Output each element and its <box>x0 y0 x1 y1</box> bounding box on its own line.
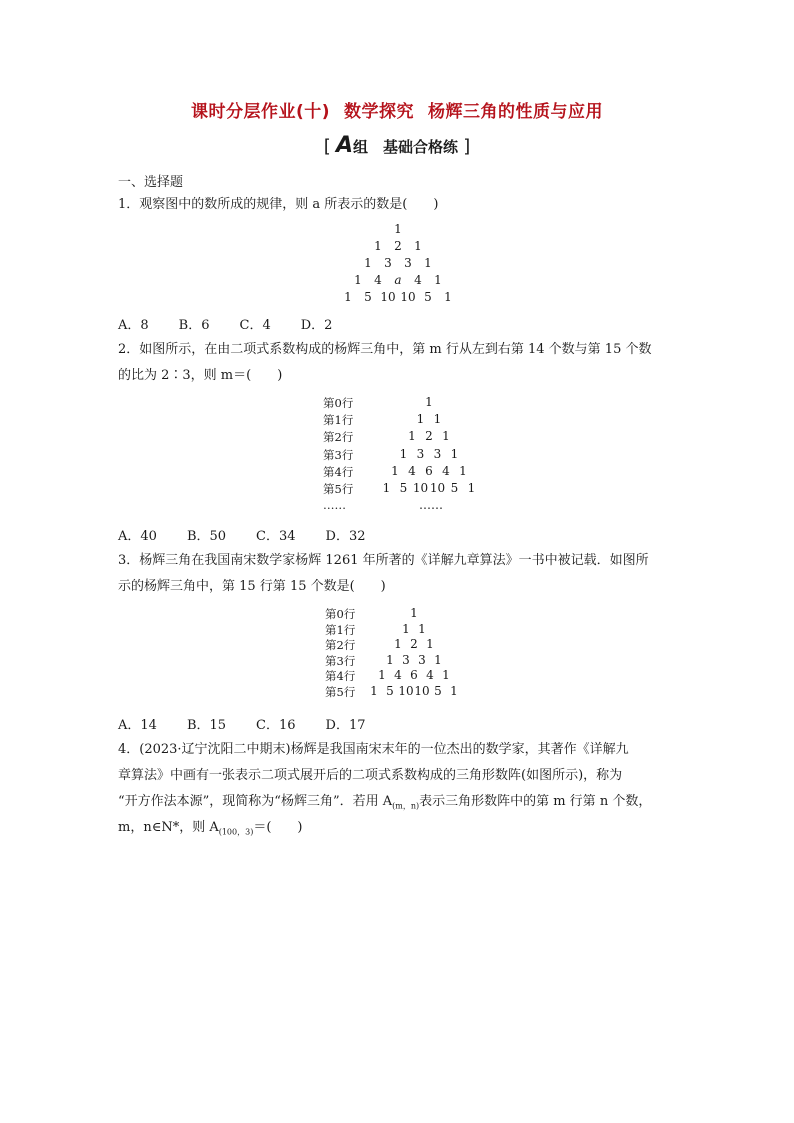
group-label: 组 基础合格练 <box>353 138 459 156</box>
q3-line2: 示的杨辉三角中，第 15 行第 15 个数是( ) <box>118 579 386 594</box>
q1-option[interactable]: B．6 <box>178 318 210 333</box>
q2-option[interactable]: B．50 <box>186 529 227 544</box>
page-title <box>0 97 794 122</box>
q2-line1: 2．如图所示，在由二项式系数构成的杨辉三角中，第 m 行从左到右第 14 个数与第 15 个数 <box>118 342 652 357</box>
row-label: 第4行 <box>323 464 354 479</box>
row-label: 第4行 <box>325 669 356 684</box>
row-label: 第1行 <box>325 622 356 637</box>
group-header <box>0 133 794 158</box>
triangle-number: 10 <box>414 684 430 698</box>
row-label: 第0行 <box>325 607 356 621</box>
triangle-number: 1 <box>426 637 434 652</box>
triangle-number: 3 <box>433 446 442 461</box>
group-letter: A <box>335 133 353 158</box>
triangle-number: 1 <box>450 446 459 461</box>
triangle-number: 10 <box>380 290 396 304</box>
q4-line3-b: 表示三角形数阵中的第 m 行第 n 个数， <box>419 794 652 809</box>
triangle-number: 10 <box>398 684 414 698</box>
q3-option[interactable]: C．16 <box>256 718 296 733</box>
row-label: 第1行 <box>323 413 354 428</box>
triangle-number: 1 <box>354 273 362 287</box>
triangle-number: 3 <box>416 446 425 461</box>
q3-option[interactable]: A．14 <box>118 718 157 733</box>
triangle-number: 10 <box>400 290 416 304</box>
triangle-number: 1 <box>459 463 467 478</box>
triangle-number: 3 <box>404 256 412 270</box>
title-part3: 杨辉三角的性质与应用 <box>428 102 604 122</box>
q3-options <box>118 714 396 733</box>
triangle-number: 1 <box>414 239 422 253</box>
row-label: …… <box>323 498 346 513</box>
triangle-number: 1 <box>434 652 442 667</box>
triangle-number: 4 <box>408 463 416 478</box>
title-part1: 课时分层作业(十) <box>190 102 331 122</box>
triangle-number: 3 <box>418 652 426 667</box>
triangle-number: 1 <box>378 668 386 683</box>
triangle-number: 1 <box>424 256 432 270</box>
triangle-number: 1 <box>364 256 372 270</box>
q2-line2: 的比为 2∶3，则 m＝( ) <box>118 368 283 383</box>
q4-line4-a: m，n∈N*，则 A <box>118 820 219 835</box>
q4-line2: 章算法》中画有一张表示二项式展开后的二项式系数构成的三角形数阵(如图所示)，称为 <box>118 768 623 783</box>
triangle-number: 1 <box>467 481 476 495</box>
row-label: 第3行 <box>323 447 354 462</box>
q4-line4-b: ＝( ) <box>253 820 303 835</box>
section-heading: 一、选择题 <box>118 175 184 190</box>
triangle-number: 1 <box>386 652 394 667</box>
row-label: 第0行 <box>323 396 354 410</box>
triangle-number: 5 <box>364 290 372 304</box>
triangle-number: 4 <box>374 273 382 287</box>
triangle-number: 2 <box>425 429 433 444</box>
q2-options <box>118 525 396 544</box>
triangle-number: 4 <box>442 463 450 478</box>
triangle-number: 1 <box>402 621 410 636</box>
triangle-number: 1 <box>416 412 425 427</box>
triangle-number: 10 <box>412 481 429 495</box>
q4-line1: 4．(2023·辽宁沈阳二中期末)杨辉是我国南宋末年的一位杰出的数学家，其著作《详解九 <box>118 742 629 757</box>
row-label: 第2行 <box>323 430 354 445</box>
triangle-number: 5 <box>386 684 394 698</box>
triangle-number: 1 <box>394 637 402 652</box>
triangle-number: 5 <box>450 481 459 495</box>
bracket-close: ] <box>463 136 471 157</box>
q3-option[interactable]: B．15 <box>186 718 227 733</box>
triangle-number: 4 <box>426 668 434 683</box>
q2-option[interactable]: C．34 <box>256 529 296 544</box>
triangle-number: 3 <box>384 256 392 270</box>
triangle-number: 4 <box>394 668 402 683</box>
triangle-number: 1 <box>425 395 433 409</box>
q1-option[interactable]: C．4 <box>239 318 271 333</box>
triangle-number: 5 <box>434 684 442 698</box>
triangle-number: 6 <box>425 463 433 478</box>
triangle-number: 1 <box>344 290 352 304</box>
q4-line4-sub: (100，3) <box>218 827 254 837</box>
triangle-number: 4 <box>414 273 422 287</box>
triangle-number: 1 <box>374 239 382 253</box>
triangle-number: 6 <box>410 668 418 683</box>
triangle-number: 1 <box>370 684 378 698</box>
triangle-number: 10 <box>429 481 446 495</box>
q1-option[interactable]: A．8 <box>118 318 149 333</box>
triangle-number: 1 <box>410 606 418 620</box>
title-part2: 数学探究 <box>344 102 415 122</box>
triangle-number: …… <box>419 498 443 513</box>
triangle-number: 2 <box>410 637 418 652</box>
triangle-number: 5 <box>424 290 432 304</box>
q4-line3-sub: (m，n) <box>392 801 420 811</box>
q1-options <box>118 314 362 333</box>
q1-option[interactable]: D．2 <box>300 318 333 333</box>
triangle-number: 1 <box>444 290 452 304</box>
triangle-number: 1 <box>442 668 450 683</box>
triangle-number: 1 <box>394 222 402 236</box>
triangle-number: 1 <box>434 273 442 287</box>
triangle-number: 1 <box>391 463 399 478</box>
triangle-number: 5 <box>399 481 408 495</box>
q2-option[interactable]: D．32 <box>325 529 366 544</box>
row-label: 第3行 <box>325 653 356 668</box>
triangle-number: 1 <box>418 621 426 636</box>
triangle-number: 1 <box>408 429 416 444</box>
row-label: 第5行 <box>325 685 356 699</box>
triangle-number: 2 <box>394 239 402 253</box>
q1-text: 1．观察图中的数所成的规律，则 a 所表示的数是( ) <box>118 197 439 212</box>
row-label: 第5行 <box>323 482 354 496</box>
q4-line4 <box>118 815 302 846</box>
row-label: 第2行 <box>325 638 356 653</box>
triangle-number: 1 <box>433 412 442 427</box>
triangle-number: a <box>394 273 402 287</box>
triangle-number: 1 <box>442 429 450 444</box>
triangle-number: 3 <box>402 652 410 667</box>
triangle-number: 1 <box>399 446 408 461</box>
bracket-open: [ <box>323 136 331 157</box>
triangle-number: 1 <box>450 684 458 698</box>
q2-option[interactable]: A．40 <box>118 529 157 544</box>
q4-line3-a: “开方作法本源”，现简称为“杨辉三角”．若用 A <box>118 794 393 809</box>
q3-option[interactable]: D．17 <box>325 718 366 733</box>
triangle-number: 1 <box>382 481 391 495</box>
q3-line1: 3．杨辉三角在我国南宋数学家杨辉 1261 年所著的《详解九章算法》一书中被记载．如图所 <box>118 553 649 568</box>
